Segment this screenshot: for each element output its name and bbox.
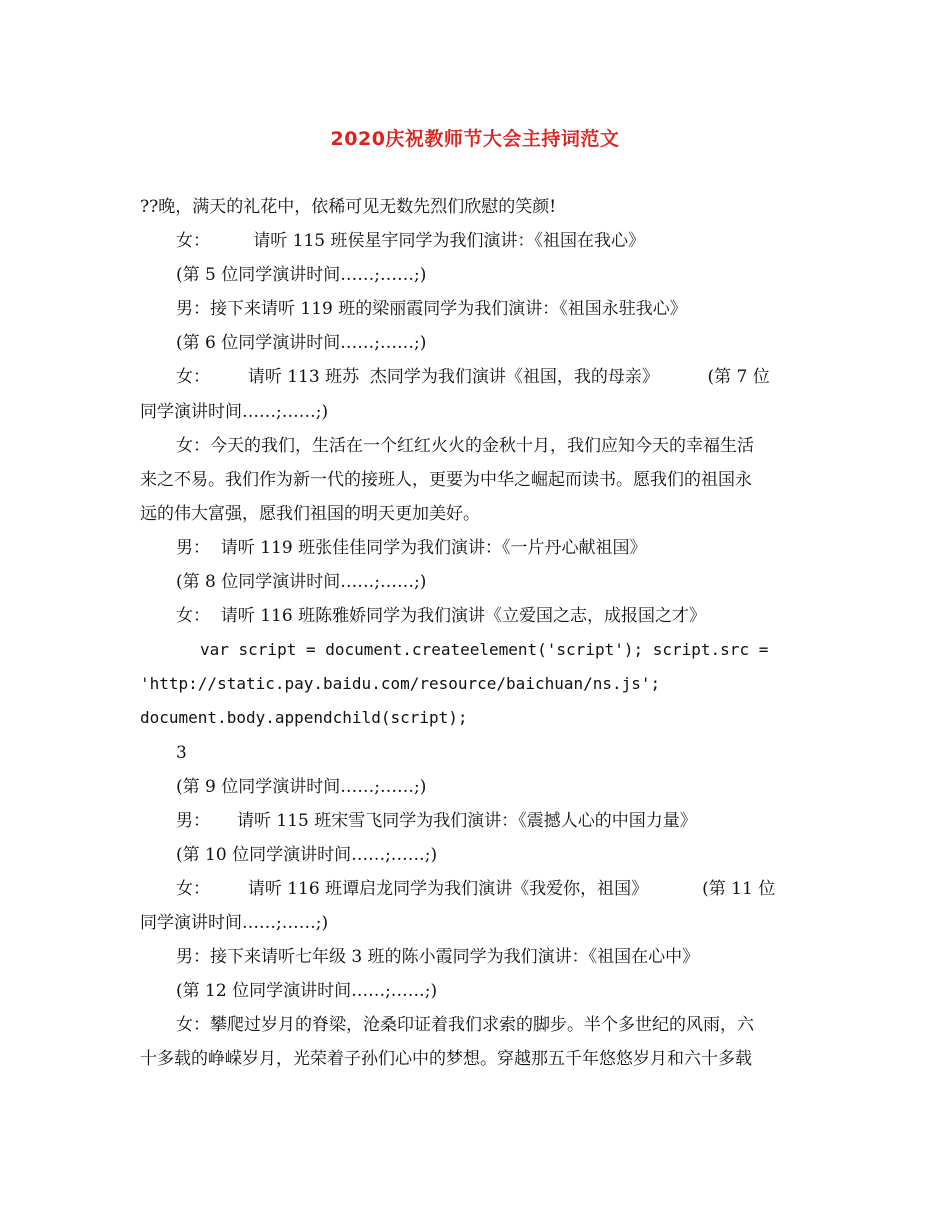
paragraph-line: (第 6 位同学演讲时间……;……;) xyxy=(176,333,427,354)
paragraph-line: 远的伟大富强，愿我们祖国的明天更加美好。 xyxy=(140,503,480,524)
paragraph-line: 男：接下来请听 119 班的梁丽霞同学为我们演讲：《祖国永驻我心》 xyxy=(176,299,687,320)
paragraph-line: 十多载的峥嵘岁月，光荣着子孙们心中的梦想。穿越那五千年悠悠岁月和六十多载 xyxy=(140,1049,752,1070)
paragraph-line: 男： 请听 119 班张佳佳同学为我们演讲：《一片丹心献祖国》 xyxy=(176,537,647,558)
paragraph-line: 来之不易。我们作为新一代的接班人，更要为中华之崛起而读书。愿我们的祖国永 xyxy=(140,469,752,490)
paragraph-line: (第 5 位同学演讲时间……;……;) xyxy=(176,265,427,286)
paragraph-line: 女： 请听 116 班陈雅娇同学为我们演讲《立爱国之志，成报国之才》 xyxy=(176,606,707,627)
paragraph-line: (第 10 位同学演讲时间……;……;) xyxy=(176,844,438,865)
document-title: 2020庆祝教师节大会主持词范文 xyxy=(330,128,620,150)
paragraph-line: (第 12 位同学演讲时间……;……;) xyxy=(176,981,438,1002)
paragraph-line: 女： 请听 113 班苏 杰同学为我们演讲《祖国，我的母亲》 (第 7 位 xyxy=(176,367,770,388)
paragraph-line: ??晚，满天的礼花中，依稀可见无数先烈们欣慰的笑颜! xyxy=(140,197,557,217)
paragraph-line: 同学演讲时间……;……;) xyxy=(140,912,329,933)
code-line: var script = document.createelement('script'); script.src = xyxy=(200,640,769,660)
paragraph-line: 女： 请听 115 班侯星宇同学为我们演讲：《祖国在我心》 xyxy=(176,231,645,252)
paragraph-line: 同学演讲时间……;……;) xyxy=(140,401,329,422)
paragraph-line: (第 9 位同学演讲时间……;……;) xyxy=(176,776,427,797)
paragraph-line: 3 xyxy=(176,742,187,763)
paragraph-line: 女：攀爬过岁月的脊梁，沧桑印证着我们求索的脚步。半个多世纪的风雨，六 xyxy=(176,1015,754,1036)
code-line: document.body.appendchild(script); xyxy=(140,708,468,728)
paragraph-line: 女：今天的我们，生活在一个红红火火的金秋十月，我们应知今天的幸福生活 xyxy=(176,435,754,456)
paragraph-line: (第 8 位同学演讲时间……;……;) xyxy=(176,572,427,593)
paragraph-line: 男： 请听 115 班宋雪飞同学为我们演讲：《震撼人心的中国力量》 xyxy=(176,810,697,831)
paragraph-line: 男：接下来请听七年级 3 班的陈小霞同学为我们演讲：《祖国在心中》 xyxy=(176,947,700,968)
document-body xyxy=(140,190,812,1076)
code-line: 'http://static.pay.baidu.com/resource/baichuan/ns.js'; xyxy=(140,674,661,694)
paragraph-line: 女： 请听 116 班谭启龙同学为我们演讲《我爱你，祖国》 (第 11 位 xyxy=(176,878,776,899)
